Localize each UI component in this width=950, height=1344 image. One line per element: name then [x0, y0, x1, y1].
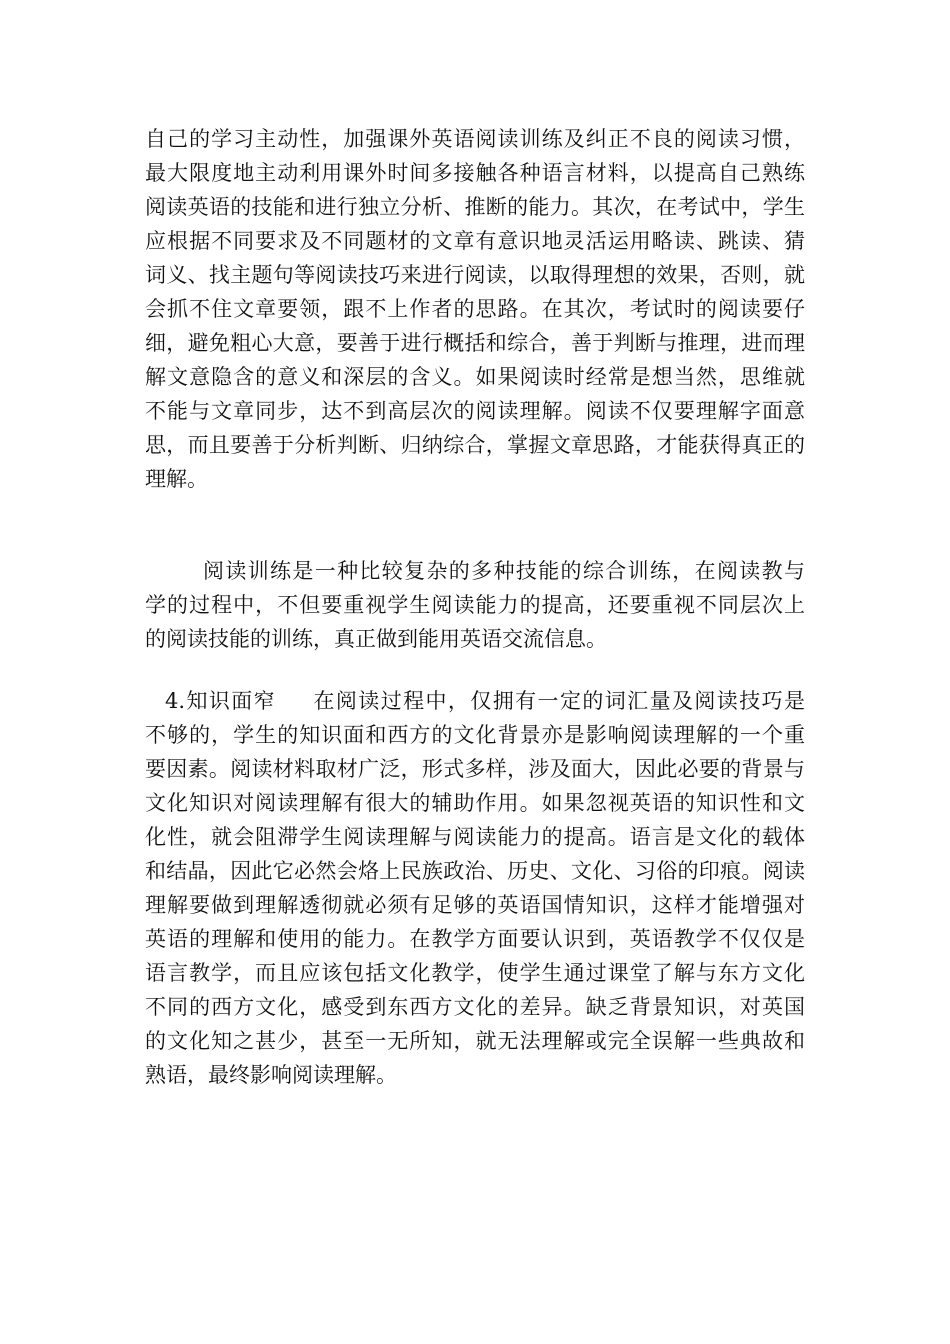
text-line: 不能与文章同步，达不到高层次的阅读理解。阅读不仅要理解字面意	[145, 399, 805, 423]
text-line: 不同的西方文化，感受到东西方文化的差异。缺乏背景知识，对英国	[145, 995, 805, 1019]
text-line: 阅读英语的技能和进行独立分析、推断的能力。其次，在考试中，学生	[145, 195, 805, 219]
text-line: 解文意隐含的意义和深层的含义。如果阅读时经常是想当然，思维就	[145, 365, 805, 389]
text-line: 不够的，学生的知识面和西方的文化背景亦是影响阅读理解的一个重	[145, 723, 805, 747]
text-line: 阅读训练是一种比较复杂的多种技能的综合训练，在阅读教与	[203, 559, 805, 583]
text-line: 思，而且要善于分析判断、归纳综合，掌握文章思路，才能获得真正的	[145, 433, 805, 457]
text-line: 文化知识对阅读理解有很大的辅助作用。如果忽视英语的知识性和文	[145, 791, 805, 815]
text-line: 熟语，最终影响阅读理解。	[145, 1063, 397, 1087]
paragraph-narrow-knowledge	[145, 684, 805, 1092]
section-heading-line	[145, 684, 805, 718]
text-line: 的阅读技能的训练，真正做到能用英语交流信息。	[145, 627, 607, 651]
section-heading: 4.知识面窄	[165, 689, 277, 713]
text-fragment: 在阅读过程中，仅拥有一定的词汇量及阅读技巧是	[312, 689, 806, 713]
text-line: 学的过程中，不但要重视学生阅读能力的提高，还要重视不同层次上	[145, 593, 805, 617]
text-line: 最大限度地主动利用课外时间多接触各种语言材料，以提高自己熟练	[145, 161, 805, 185]
text-line: 要因素。阅读材料取材广泛，形式多样，涉及面大，因此必要的背景与	[145, 757, 805, 781]
text-line: 语言教学，而且应该包括文化教学，使学生通过课堂了解与东方文化	[145, 961, 805, 985]
text-line: 会抓不住文章要领，跟不上作者的思路。在其次，考试时的阅读要仔	[145, 297, 805, 321]
text-line: 的文化知之甚少，甚至一无所知，就无法理解或完全误解一些典故和	[145, 1029, 805, 1053]
text-line: 和结晶，因此它必然会烙上民族政治、历史、文化、习俗的印痕。阅读	[145, 859, 805, 883]
text-line: 细，避免粗心大意，要善于进行概括和综合，善于判断与推理，进而理	[145, 331, 805, 355]
text-line: 理解。	[145, 467, 208, 491]
paragraph-reading-training	[145, 554, 805, 656]
text-line: 应根据不同要求及不同题材的文章有意识地灵活运用略读、跳读、猜	[145, 229, 805, 253]
text-line: 词义、找主题句等阅读技巧来进行阅读，以取得理想的效果，否则，就	[145, 263, 805, 287]
text-line: 英语的理解和使用的能力。在教学方面要认识到，英语教学不仅仅是	[145, 927, 805, 951]
text-line: 自己的学习主动性，加强课外英语阅读训练及纠正不良的阅读习惯，	[145, 127, 805, 151]
text-line: 化性，就会阻滞学生阅读理解与阅读能力的提高。语言是文化的载体	[145, 825, 805, 849]
paragraph-reading-habits	[145, 122, 805, 496]
text-line: 理解要做到理解透彻就必须有足够的英语国情知识，这样才能增强对	[145, 893, 805, 917]
